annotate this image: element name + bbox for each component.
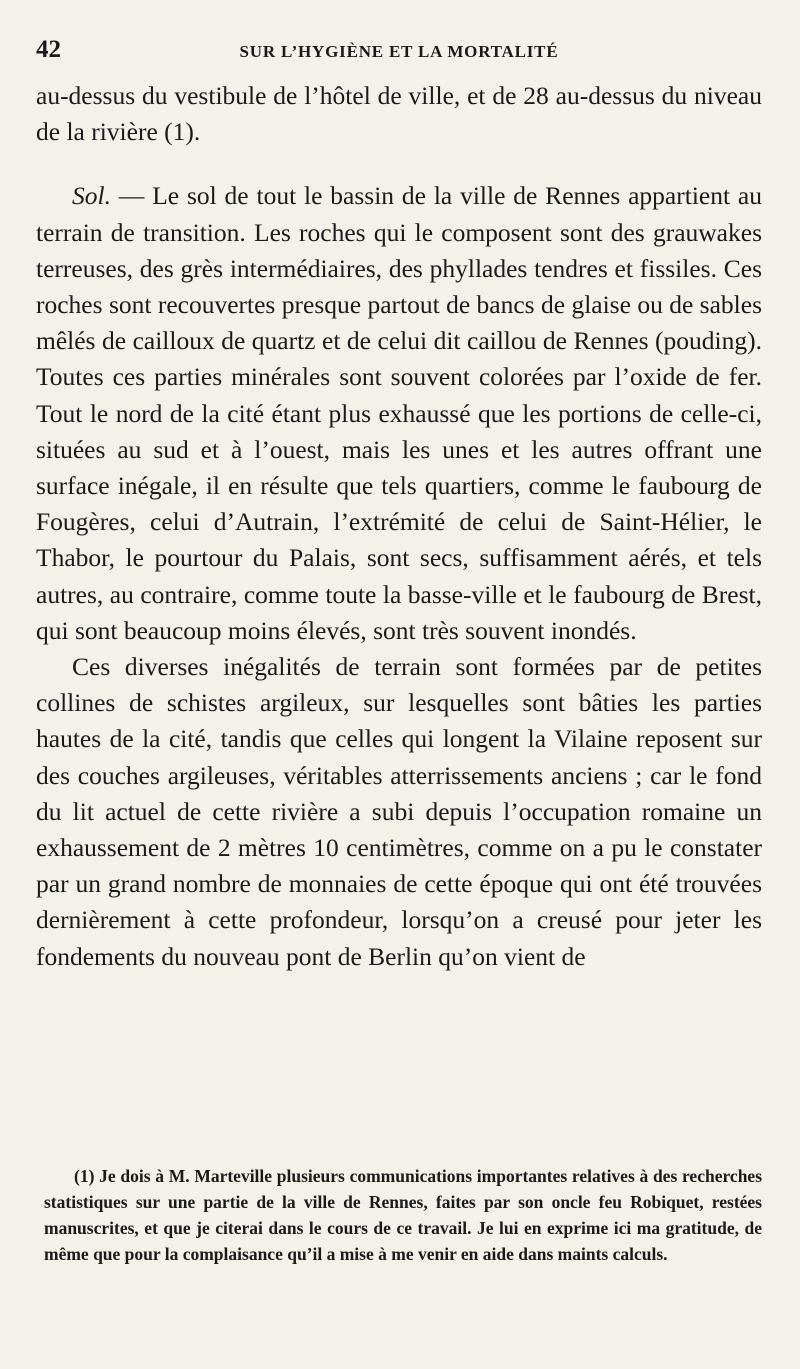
footnote-1: (1) Je dois à M. Marteville plusieurs communications importantes relatives à des recherches statistiques sur une partie de la ville de Rennes, faites par son oncle feu Robiquet, restées manuscrites, et que je citerai dans le cours de ce travail. Je lui en exprime ici ma gratitude, de même que pour la complaisance qu’il a mise à me venir en aide dans maints calculs. xyxy=(44,1166,762,1264)
paragraph-sol xyxy=(36,178,762,649)
paragraph-spacer xyxy=(36,150,762,178)
paragraph-continued: au-dessus du vestibule de l’hôtel de ville, et de 28 au-dessus du niveau de la rivière (1). xyxy=(36,81,762,147)
running-head: SUR L’HYGIÈNE ET LA MORTALITÉ xyxy=(239,42,559,61)
paragraph-terrain: Ces diverses inégalités de terrain sont formées par de petites collines de schistes argileux, sur lesquelles sont bâties les parties hautes de la cité, tandis que celles qui longent la Vilaine reposent sur des couches argileuses, véritables atterrissements anciens ; car le fond du lit actuel de cette rivière a subi depuis l’occupation romaine un exhaussement de 2 mètres 10 centimètres, comme on a pu le constater par un grand nombre de monnaies de cette époque qui ont été trouvées dernièrement à cette profondeur, lorsqu’on a creusé pour jeter les fondements du nouveau pont de Berlin qu’on vient de xyxy=(36,652,762,971)
main-text xyxy=(36,78,762,975)
page-header xyxy=(36,36,762,76)
section-label-sol: Sol. xyxy=(72,181,111,211)
page-number: 42 xyxy=(36,36,61,63)
paragraph-sol-text: — Le sol de tout le bassin de la ville de Rennes appartient au terrain de transition. Les roches qui le composent sont des grauwakes terreuses, des grès intermédiaires, des phyllades tendres et fissiles. Ces roches sont recouvertes presque partout de bancs de glaise ou de sables mêlés de cailloux de quartz et de celui dit caillou de Rennes (pouding). Toutes ces parties minérales sont souvent colorées par l’oxide de fer. Tout le nord de la cité étant plus exhaussé que les portions de celle-ci, situées au sud et à l’ouest, mais les unes et les autres offrant une surface inégale, il en résulte que tels quartiers, comme le faubourg de Fougères, celui d’Autrain, l’extrémité de celui de Saint-Hélier, le Thabor, le pourtour du Palais, sont secs, suffisamment aérés, et tels autres, au contraire, comme toute la basse-ville et le faubourg de Brest, qui sont beaucoup moins élevés, sont très souvent inondés. xyxy=(36,181,762,645)
footnotes xyxy=(44,1163,762,1267)
